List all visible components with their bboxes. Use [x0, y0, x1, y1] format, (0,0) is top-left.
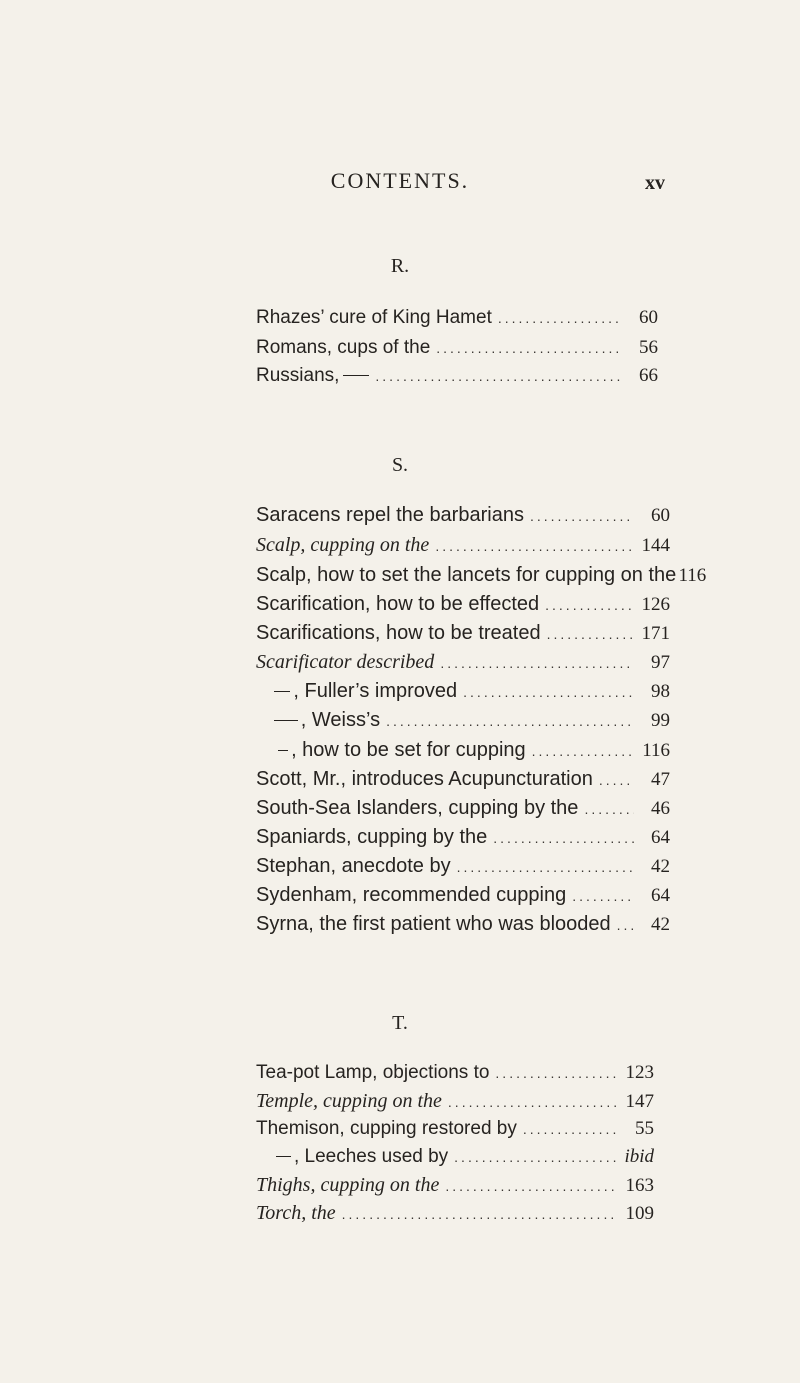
entry-label: , how to be set for cupping [291, 739, 526, 761]
entry-page-number: 123 [625, 1062, 654, 1083]
running-head-title: CONTENTS. [330, 168, 470, 193]
index-entry [256, 504, 670, 527]
index-entry [256, 534, 670, 557]
entry-label: Saracens repel the barbarians [256, 504, 524, 526]
entry-page-number: 126 [641, 594, 670, 615]
index-entry [256, 739, 670, 762]
entry-label: Rhazes’ cure of King Hamet [256, 307, 492, 328]
entry-page-number: 99 [651, 710, 670, 731]
entry-page-number: 64 [651, 827, 670, 848]
index-entry [256, 797, 670, 820]
dot-leader [463, 684, 634, 700]
entry-page-number: 147 [625, 1091, 654, 1112]
entry-page-number: 171 [641, 623, 670, 644]
entry-label: , Leeches used by [293, 1146, 449, 1167]
entry-label: Scalp, cupping on the [256, 534, 430, 556]
index-entry [256, 1146, 654, 1168]
dot-leader [436, 340, 622, 356]
dot-leader [445, 1178, 618, 1194]
entry-page-number: 60 [651, 505, 670, 526]
index-entry [256, 365, 658, 387]
dot-leader [545, 597, 634, 613]
ditto-dash [274, 720, 298, 721]
index-entry [256, 1118, 654, 1140]
entry-label: Spaniards, cupping by the [256, 826, 488, 848]
entry-page-number: 144 [641, 535, 670, 556]
entry-label: Temple, cupping on the [256, 1090, 442, 1112]
entry-page-number: 116 [642, 740, 670, 761]
ditto-dash [343, 375, 369, 376]
dot-leader [493, 830, 634, 846]
index-entry [256, 651, 670, 674]
entry-label: Scarification, how to be effected [256, 593, 540, 615]
entry-label: Scarifications, how to be treated [256, 622, 541, 644]
dot-leader [448, 1094, 618, 1110]
dot-leader [495, 1065, 618, 1081]
dot-leader [523, 1121, 618, 1137]
index-entry [256, 1174, 654, 1197]
dot-leader [532, 743, 634, 759]
entry-label: Stephan, anecdote by [256, 855, 451, 877]
entry-label: Themison, cupping restored by [256, 1118, 517, 1139]
entry-label: , Fuller’s improved [293, 680, 458, 702]
index-entry [256, 680, 670, 703]
dot-leader [386, 713, 634, 729]
dot-leader [440, 655, 634, 671]
entry-page-number: 47 [651, 769, 670, 790]
ditto-dash [278, 750, 288, 751]
dot-leader [454, 1149, 618, 1165]
dot-leader [457, 859, 634, 875]
page-folio: xv [645, 172, 665, 194]
dot-leader [435, 538, 634, 554]
entry-label: , Weiss’s [300, 709, 381, 731]
entry-page-number: ibid [624, 1146, 654, 1167]
entry-page-number: 109 [625, 1203, 654, 1224]
entry-label: South-Sea Islanders, cupping by the [256, 797, 579, 819]
entry-label: Scarificator described [256, 651, 435, 673]
index-entry [256, 307, 658, 329]
entry-page-number: 97 [651, 652, 670, 673]
dot-leader [547, 626, 634, 642]
index-entry [256, 1090, 654, 1113]
entry-label: Thighs, cupping on the [256, 1174, 440, 1196]
dot-leader [342, 1206, 618, 1222]
running-head [0, 168, 800, 198]
section-heading-t: T. [392, 1012, 408, 1034]
ditto-dash [274, 691, 290, 692]
dot-leader [498, 310, 622, 326]
ditto-dash [276, 1156, 291, 1157]
entry-label: Syrna, the first patient who was blooded [256, 913, 611, 935]
index-entry [256, 913, 670, 936]
entry-page-number: 64 [651, 885, 670, 906]
dot-leader [530, 508, 634, 524]
entry-label: Russians, [256, 365, 340, 386]
index-entry [256, 884, 670, 907]
entry-page-number: 98 [651, 681, 670, 702]
entry-page-number: 66 [639, 365, 658, 386]
entry-label: Torch, the [256, 1202, 336, 1224]
entry-label: Tea-pot Lamp, objections to [256, 1062, 490, 1083]
entry-label: Sydenham, recommended cupping [256, 884, 567, 906]
section-heading-r: R. [390, 255, 410, 277]
entry-page-number: 163 [625, 1175, 654, 1196]
dot-leader [617, 917, 634, 933]
section-heading-s: S. [391, 454, 409, 476]
dot-leader [375, 368, 622, 384]
dot-leader [599, 772, 634, 788]
entry-label: Scott, Mr., introduces Acupuncturation [256, 768, 593, 790]
index-entry [256, 768, 670, 791]
entry-page-number: 42 [651, 914, 670, 935]
index-entry [256, 337, 658, 359]
index-entry [256, 564, 707, 587]
entry-page-number: 56 [639, 337, 658, 358]
index-entry [256, 593, 670, 616]
entry-label: Romans, cups of the [256, 337, 431, 358]
dot-leader [572, 888, 634, 904]
index-entry [256, 855, 670, 878]
index-entry [256, 622, 670, 645]
index-entry [256, 709, 670, 732]
entry-page-number: 55 [635, 1118, 654, 1139]
entry-label: Scalp, how to set the lancets for cupping on the [256, 564, 677, 586]
entry-page-number: 42 [651, 856, 670, 877]
entry-page-number: 46 [651, 798, 670, 819]
dot-leader [584, 801, 634, 817]
index-entry [256, 1062, 654, 1084]
entry-page-number: 116 [678, 565, 707, 586]
index-entry [256, 826, 670, 849]
entry-page-number: 60 [639, 307, 658, 328]
index-entry [256, 1202, 654, 1225]
